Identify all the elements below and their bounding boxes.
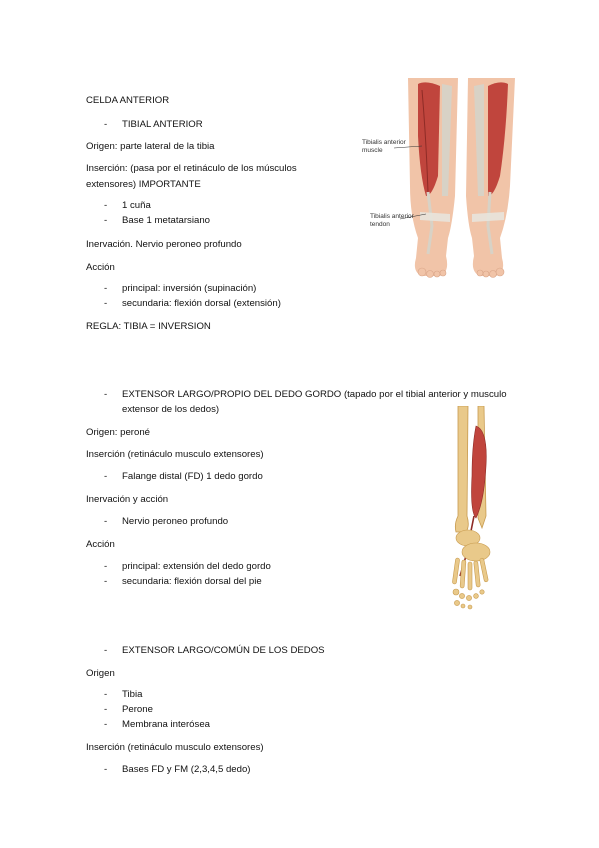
section-title: CELDA ANTERIOR: [86, 95, 170, 106]
tibial-heading: TIBIAL ANTERIOR: [122, 119, 203, 130]
label-tendon-1: Tibialis anterior: [370, 213, 414, 220]
list-item: Tibia: [122, 689, 143, 700]
list-item: Falange distal (FD) 1 dedo gordo: [122, 471, 263, 482]
bullet-dash: -: [104, 283, 108, 294]
tibial-insercion-line1: Inserción: (pasa por el retináculo de los músculos: [86, 163, 297, 174]
leg-skeleton-illustration: [440, 406, 500, 612]
ehl-inervacion-label: Inervación y acción: [86, 494, 169, 505]
edl-insercion: Inserción (retináculo musculo extensores): [86, 742, 264, 753]
bullet-dash: -: [104, 561, 108, 572]
label-muscle-2: muscle: [362, 147, 383, 154]
list-item: principal: inversión (supinación): [122, 283, 257, 294]
bullet-dash: -: [104, 298, 108, 309]
tibial-accion-label: Acción: [86, 262, 115, 273]
bullet-dash: -: [104, 645, 108, 656]
bullet-dash: -: [104, 516, 108, 527]
tibial-regla: REGLA: TIBIA = INVERSION: [86, 321, 211, 332]
list-item: Nervio peroneo profundo: [122, 516, 229, 527]
ehl-origen: Origen: peroné: [86, 427, 150, 438]
label-muscle-1: Tibialis anterior: [362, 139, 406, 146]
bullet-dash: -: [104, 576, 108, 587]
list-item: principal: extensión del dedo gordo: [122, 561, 271, 572]
list-item: Base 1 metatarsiano: [122, 215, 210, 226]
bullet-dash: -: [104, 200, 108, 211]
tibial-insercion-line2: extensores) IMPORTANTE: [86, 179, 201, 190]
bullet-dash: -: [104, 704, 108, 715]
list-item: Perone: [122, 704, 153, 715]
tibial-origen: Origen: parte lateral de la tibia: [86, 141, 215, 152]
bullet-dash: -: [104, 389, 108, 400]
ehl-accion-label: Acción: [86, 539, 115, 550]
list-item: 1 cuña: [122, 200, 151, 211]
bullet-dash: -: [104, 215, 108, 226]
list-item: secundaria: flexión dorsal (extensión): [122, 298, 281, 309]
list-item: Membrana interósea: [122, 719, 210, 730]
ehl-heading-line1: EXTENSOR LARGO/PROPIO DEL DEDO GORDO (tapado por el tibial anterior y musculo: [122, 389, 507, 400]
edl-heading: EXTENSOR LARGO/COMÚN DE LOS DEDOS: [122, 645, 325, 656]
label-tendon-2: tendon: [370, 221, 390, 228]
list-item: Bases FD y FM (2,3,4,5 dedo): [122, 764, 251, 775]
bullet-dash: -: [104, 764, 108, 775]
bullet-dash: -: [104, 119, 108, 130]
ehl-insercion: Inserción (retináculo musculo extensores): [86, 449, 264, 460]
tibial-inervacion: Inervación. Nervio peroneo profundo: [86, 239, 242, 250]
edl-origen-label: Origen: [86, 668, 115, 679]
bullet-dash: -: [104, 689, 108, 700]
bullet-dash: -: [104, 471, 108, 482]
legs-anatomy-illustration: [360, 76, 520, 278]
list-item: secundaria: flexión dorsal del pie: [122, 576, 262, 587]
ehl-heading-line2: extensor de los dedos): [122, 404, 220, 415]
bullet-dash: -: [104, 719, 108, 730]
